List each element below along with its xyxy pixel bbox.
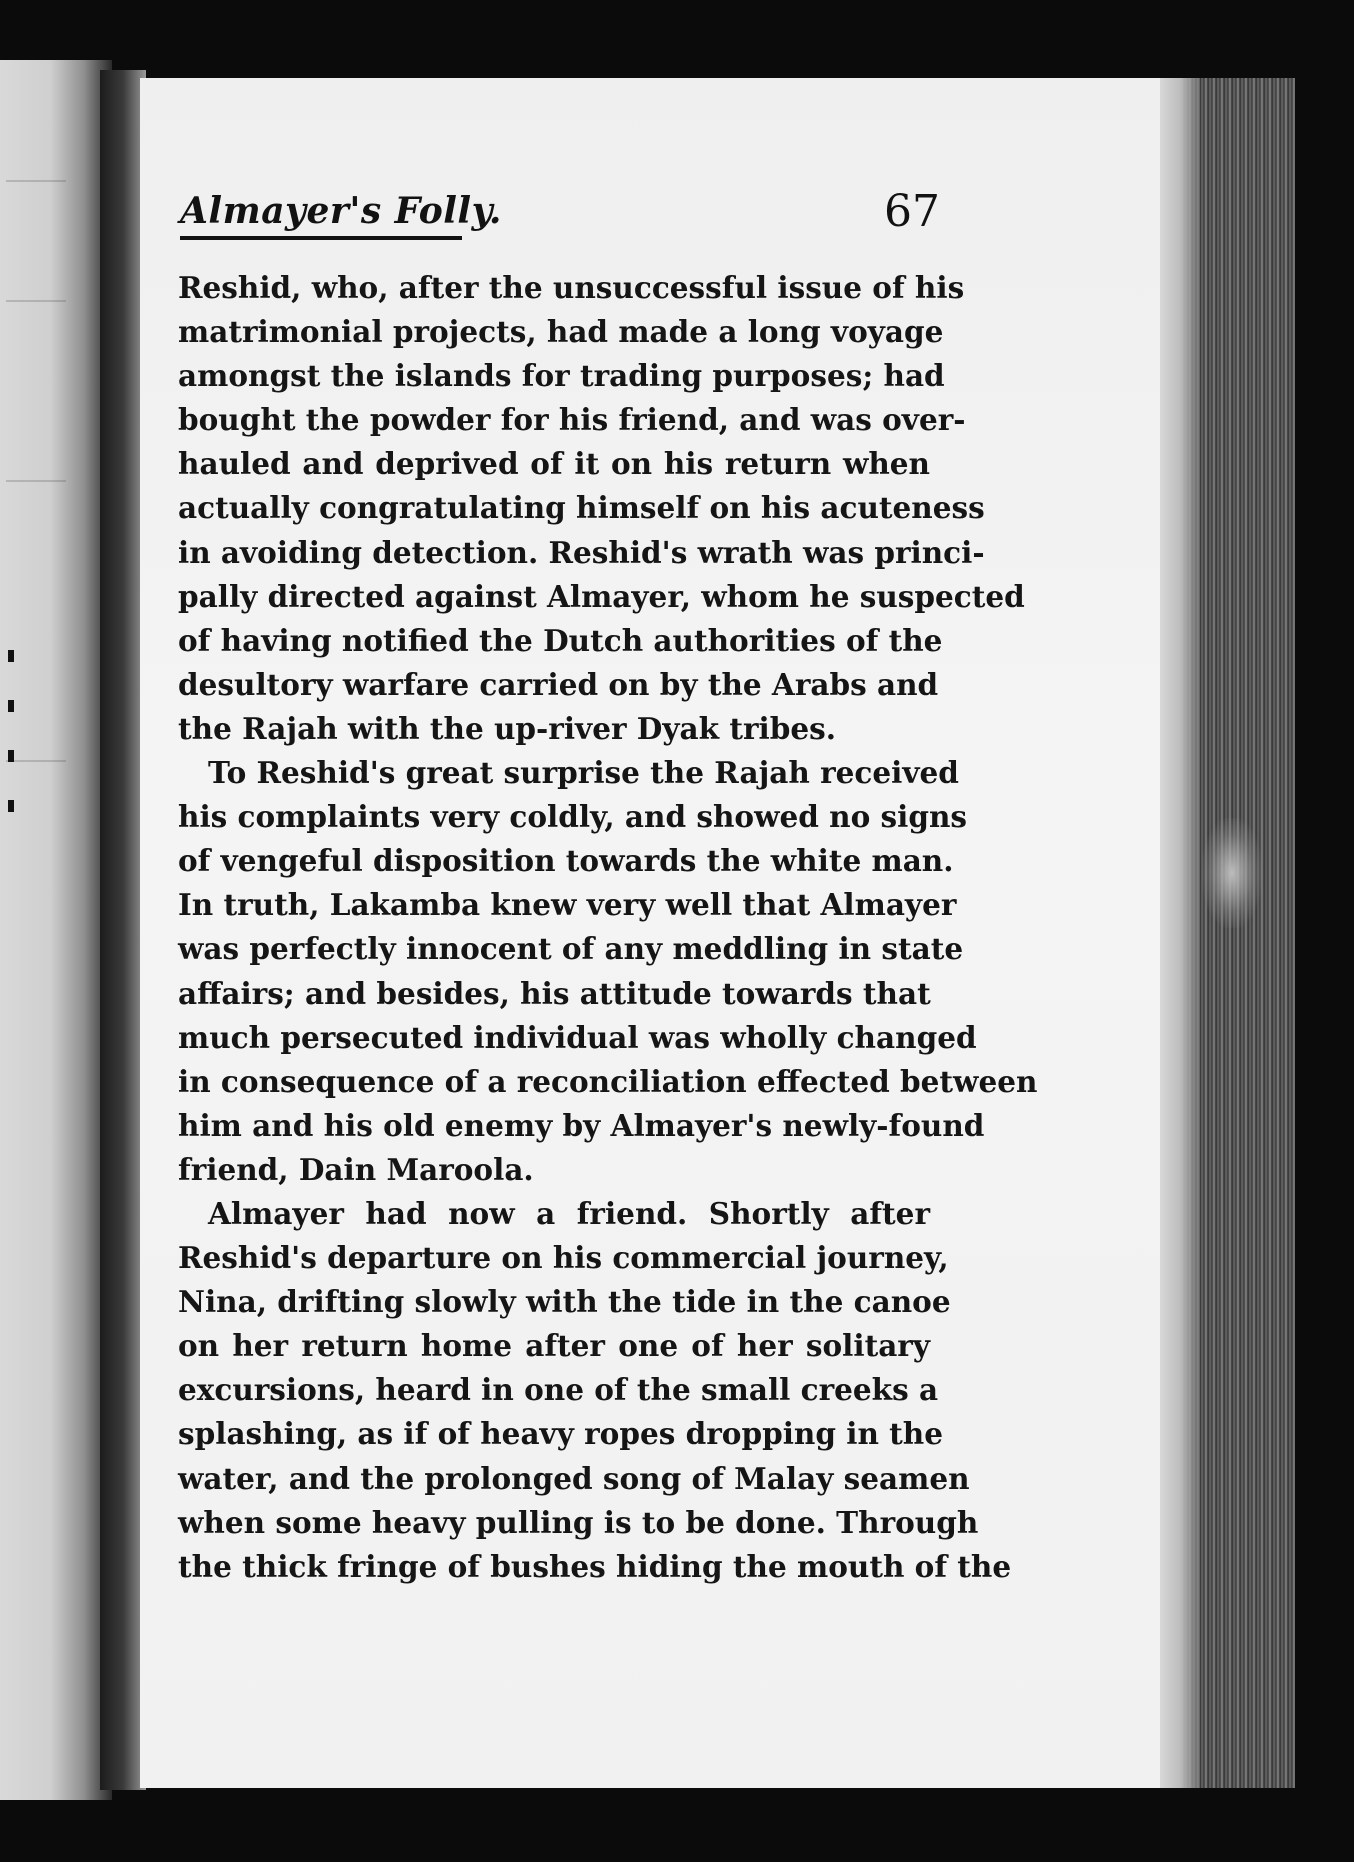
text-line: bought the powder for his friend, and was over-: [178, 402, 966, 438]
text-line: Almayer had now a friend. Shortly after: [208, 1195, 930, 1231]
text-line: when some heavy pulling is to be done. Through: [178, 1504, 979, 1540]
text-line: To Reshid's great surprise the Rajah received: [208, 755, 959, 791]
text-line: In truth, Lakamba knew very well that Almayer: [178, 887, 957, 923]
show-through-mark: [6, 480, 66, 482]
margin-mark: [8, 650, 14, 662]
margin-mark: [8, 700, 14, 712]
running-head: [180, 186, 940, 250]
text-line: the Rajah with the up-river Dyak tribes.: [178, 710, 836, 746]
facing-page-edge: [0, 60, 112, 1800]
text-line: actually congratulating himself on his acuteness: [178, 490, 985, 526]
text-line: of vengeful disposition towards the white man.: [178, 843, 954, 879]
text-line: water, and the prolonged song of Malay seamen: [178, 1460, 970, 1496]
text-line: in consequence of a reconciliation effected between: [178, 1063, 1038, 1099]
text-line: his complaints very coldly, and showed no signs: [178, 799, 968, 835]
show-through-mark: [6, 180, 66, 182]
text-line: splashing, as if of heavy ropes dropping in the: [178, 1416, 944, 1452]
text-line: of having notified the Dutch authorities of the: [178, 622, 943, 658]
text-line: desultory warfare carried on by the Arabs and: [178, 666, 939, 702]
text-line: matrimonial projects, had made a long voyage: [178, 314, 944, 350]
page-edge-highlight: [1160, 78, 1200, 1788]
margin-mark: [8, 800, 14, 812]
show-through-mark: [6, 300, 66, 302]
text-line: affairs; and besides, his attitude towards that: [178, 975, 931, 1011]
text-line: friend, Dain Maroola.: [178, 1151, 534, 1187]
text-line: Reshid's departure on his commercial journey,: [178, 1240, 949, 1276]
text-line: much persecuted individual was wholly changed: [178, 1019, 977, 1055]
running-title: Almayer's Folly.: [180, 190, 502, 232]
text-line: Reshid, who, after the unsuccessful issue of his: [178, 270, 965, 305]
page-number: 67: [884, 186, 940, 237]
text-line: on her return home after one of her solitary: [178, 1328, 930, 1364]
body-text: [178, 266, 1038, 1589]
text-line: in avoiding detection. Reshid's wrath was princi-: [178, 534, 985, 570]
text-line: was perfectly innocent of any meddling in state: [178, 931, 964, 967]
page-block-edge: [1160, 78, 1295, 1788]
text-line: Nina, drifting slowly with the tide in the canoe: [178, 1284, 951, 1320]
running-title-rule: [180, 236, 462, 240]
text-line: amongst the islands for trading purposes; had: [178, 358, 945, 394]
text-line: him and his old enemy by Almayer's newly-found: [178, 1107, 985, 1143]
text-line: excursions, heard in one of the small creeks a: [178, 1372, 939, 1408]
show-through-mark: [6, 760, 66, 762]
page-edge-blemish: [1202, 818, 1262, 928]
margin-mark: [8, 750, 14, 762]
text-line: the thick fringe of bushes hiding the mouth of the: [178, 1548, 1012, 1584]
text-line: hauled and deprived of it on his return when: [178, 446, 930, 482]
text-line: pally directed against Almayer, whom he suspected: [178, 578, 1025, 614]
